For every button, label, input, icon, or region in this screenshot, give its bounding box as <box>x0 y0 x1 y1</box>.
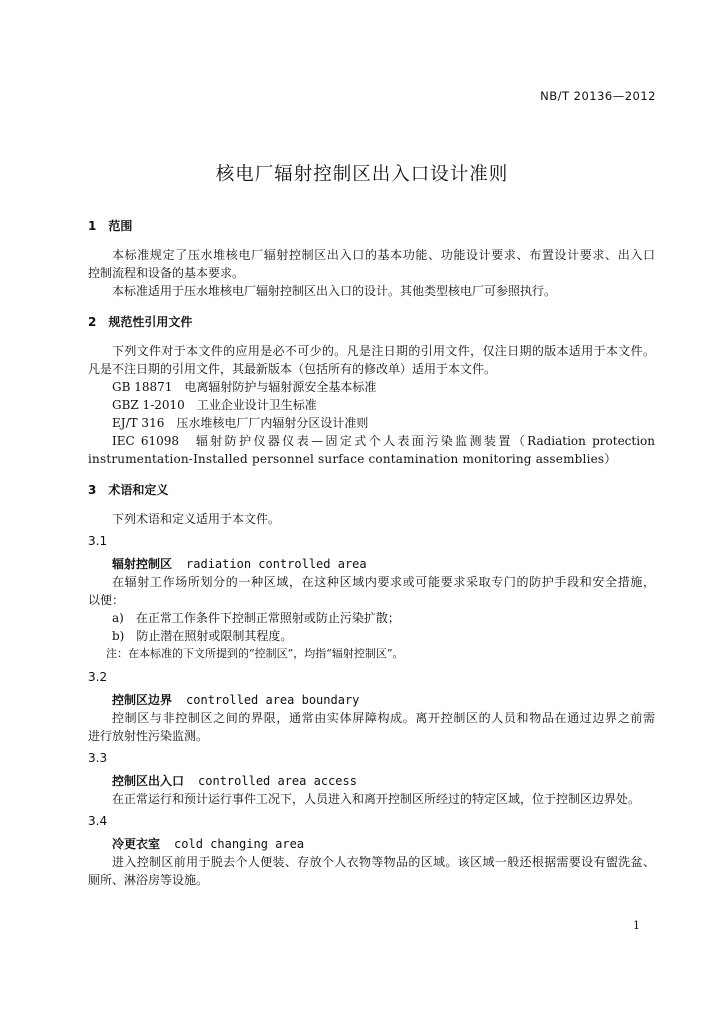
term-title <box>112 772 357 790</box>
term-definition-line-2: 进行放射性污染监测。 <box>88 729 209 743</box>
page-number: 1 <box>633 919 640 932</box>
reference-item: GBZ 1-2010 工业企业设计卫生标准 <box>112 398 317 412</box>
reference-item: GB 18871 电离辐射防护与辐射源安全基本标准 <box>112 380 377 394</box>
term-title-en: radiation controlled area <box>186 557 367 571</box>
document-title: 核电厂辐射控制区出入口设计准则 <box>215 164 509 185</box>
term-title <box>112 835 304 853</box>
term-title-zh: 冷更衣室 <box>112 837 161 851</box>
term-title-zh: 控制区出入口 <box>112 774 185 788</box>
reference-item: EJ/T 316 压水堆核电厂厂内辐射分区设计准则 <box>112 416 369 430</box>
term-title <box>112 691 359 709</box>
section-2-paragraph-line-1: 下列文件对于本文件的应用是必不可少的。凡是注日期的引用文件，仅注日期的版本适用于本文件。 <box>112 344 655 358</box>
term-definition-line-1: 进入控制区前用于脱去个人便装、存放个人衣物等物品的区域。该区域一般还根据需要设有盥洗盆、 <box>112 855 655 869</box>
term-number: 3.3 <box>88 751 108 765</box>
section-1-heading: 1 范围 <box>88 219 133 233</box>
term-number: 3.1 <box>88 534 108 548</box>
reference-item-iec-line-2: instrumentation-Installed personnel surface contamination monitoring assemblies） <box>88 452 617 466</box>
term-number: 3.4 <box>88 814 108 828</box>
section-2-paragraph-line-2: 凡是不注日期的引用文件，其最新版本（包括所有的修改单）适用于本文件。 <box>88 362 497 376</box>
term-title-zh: 辐射控制区 <box>112 557 173 571</box>
term-number: 3.2 <box>88 670 108 684</box>
term-definition-line-1: 在正常运行和预计运行事件工况下，人员进入和离开控制区所经过的特定区域，位于控制区边界处。 <box>112 792 641 806</box>
term-definition-line-2: 厕所、淋浴房等设施。 <box>88 873 209 887</box>
term-title-en: controlled area boundary <box>186 693 360 707</box>
section-1-paragraph-1-line-2: 控制流程和设备的基本要求。 <box>88 266 245 280</box>
list-item-b: b) 防止潜在照射或限制其程度。 <box>112 629 293 643</box>
term-definition-line-1: 控制区与非控制区之间的界限，通常由实体屏障构成。离开控制区的人员和物品在通过边界之前需 <box>112 711 655 725</box>
section-2-heading: 2 规范性引用文件 <box>88 315 193 329</box>
note: 注：在本标准的下文所提到的“控制区”，均指“辐射控制区”。 <box>106 647 404 660</box>
reference-item-iec-line-1: IEC 61098 辐射防护仪器仪表—固定式个人表面污染监测装置（Radiation protection <box>112 434 655 448</box>
section-3-heading: 3 术语和定义 <box>88 483 169 497</box>
standard-code: NB/T 20136—2012 <box>540 89 656 103</box>
term-definition-line-2: 以便： <box>88 593 125 607</box>
section-3-intro: 下列术语和定义适用于本文件。 <box>112 512 281 526</box>
list-item-a: a) 在正常工作条件下控制正常照射或防止污染扩散； <box>112 611 400 625</box>
term-definition-line-1: 在辐射工作场所划分的一种区域，在这种区域内要求或可能要求采取专门的防护手段和安全措施， <box>112 575 655 589</box>
term-title-en: cold changing area <box>174 837 305 851</box>
section-1-paragraph-1-line-1: 本标准规定了压水堆核电厂辐射控制区出入口的基本功能、功能设计要求、布置设计要求、出入口 <box>112 248 655 262</box>
section-1-paragraph-2: 本标准适用于压水堆核电厂辐射控制区出入口的设计。其他类型核电厂可参照执行。 <box>112 284 557 298</box>
term-title-en: controlled area access <box>198 774 357 788</box>
term-title-zh: 控制区边界 <box>112 693 173 707</box>
term-title <box>112 555 367 573</box>
